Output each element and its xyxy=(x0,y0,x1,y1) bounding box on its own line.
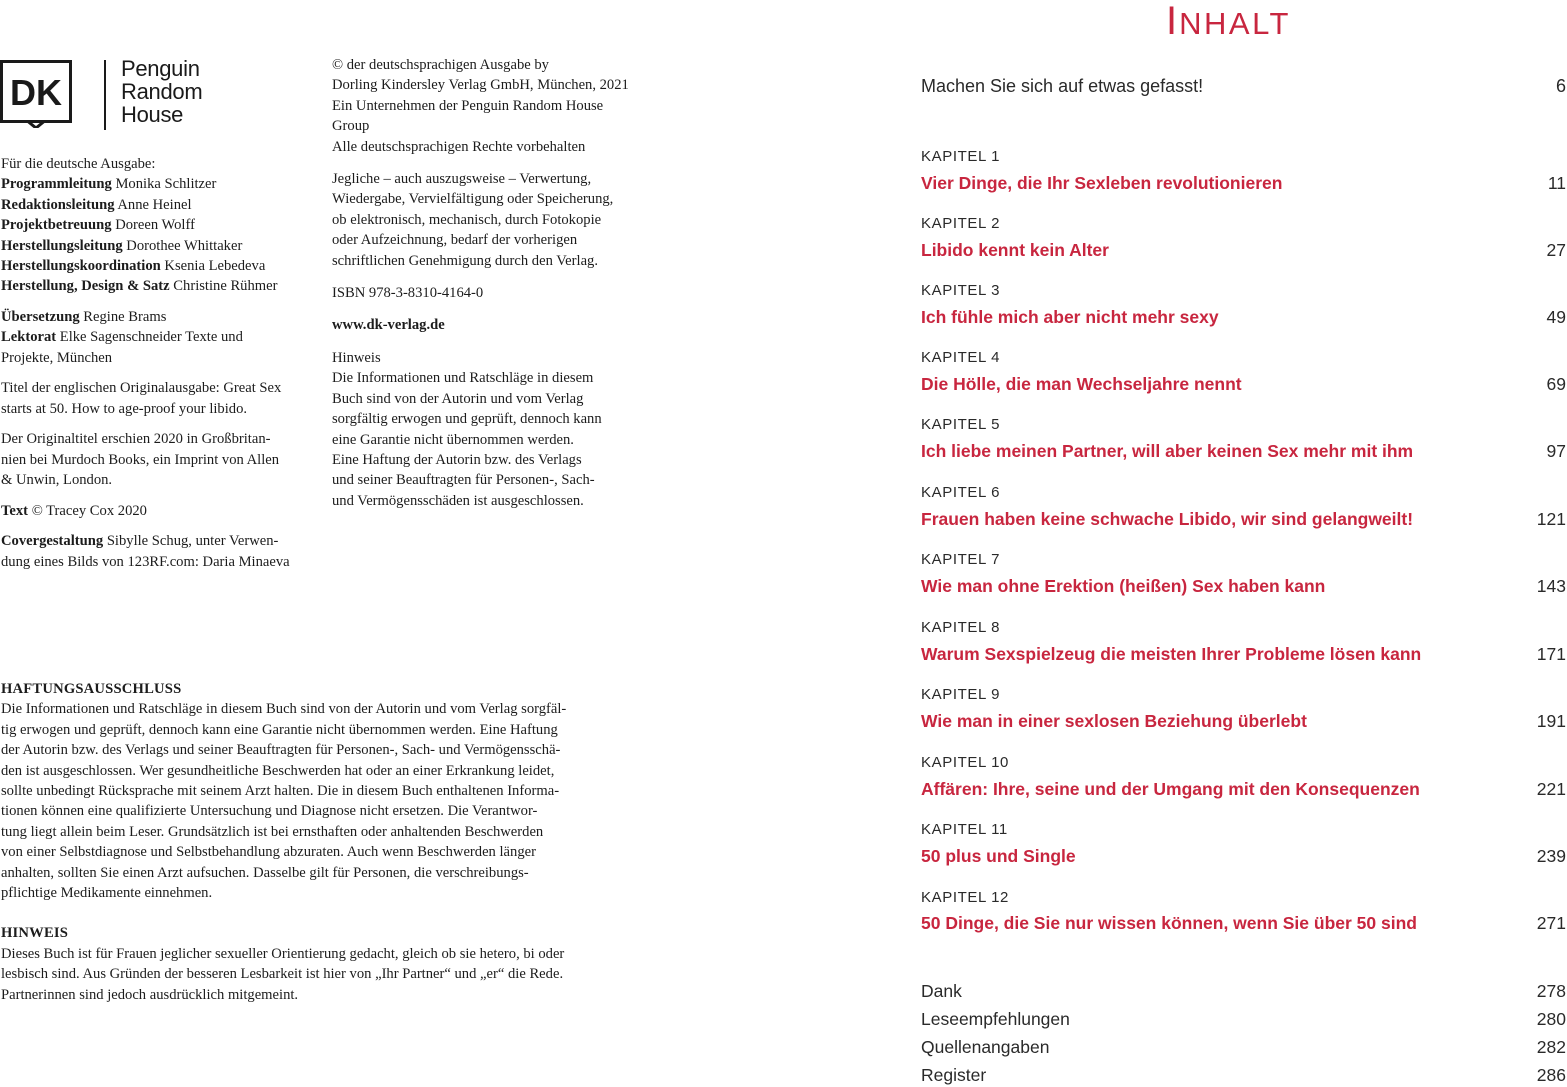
toc-chapter-title: Affären: Ihre, seine und der Umgang mit den Konsequenzen xyxy=(921,779,1420,799)
credit-line: Herstellung, Design & Satz Christine Rühmer xyxy=(1,278,278,295)
toc-chapter-label: KAPITEL 5 xyxy=(921,416,1001,433)
credit-line: Programmleitung Monika Schlitzer xyxy=(1,176,217,193)
original-title: Titel der englischen Originalausgabe: Great Sex starts at 50. How to age-proof your libido. xyxy=(1,380,282,417)
toc-entry-page: 97 xyxy=(1546,441,1566,461)
toc-entry-page: 221 xyxy=(1536,779,1566,799)
toc-entry-title: Machen Sie sich auf etwas gefasst! xyxy=(921,76,1204,96)
toc-chapter-label: KAPITEL 7 xyxy=(921,551,1001,568)
cover-credit: Covergestaltung Sibylle Schug, unter Verwen- dung eines Bilds von 123RF.com: Daria Minaeva xyxy=(1,533,290,570)
toc-entry-page: 11 xyxy=(1547,173,1566,193)
toc-chapter-title: Libido kennt kein Alter xyxy=(921,240,1109,260)
credit-line: Herstellungskoordination Ksenia Lebedeva xyxy=(1,258,266,275)
toc-entry-page: 278 xyxy=(1536,981,1566,1001)
note-block: Hinweis Die Informationen und Ratschläge in diesem Buch sind von der Autorin und vom Verlag sorgfältig erwogen und geprüft, dennoch kann eine Garantie nicht übernommen werden. Eine Haftung der Autorin bzw. des Verlags und seiner Beauftragten für Personen-, Sach- und Vermögensschäden ist ausgeschlossen. xyxy=(332,349,602,509)
toc-chapter-title: Wie man ohne Erektion (heißen) Sex haben kann xyxy=(921,576,1326,596)
toc-chapter-entry[interactable] xyxy=(921,779,1566,800)
credits-roles xyxy=(1,154,311,297)
hint-heading: HINWEIS xyxy=(1,925,69,942)
toc-entry-title: Dank xyxy=(921,981,962,1001)
toc-entry-page: 171 xyxy=(1536,644,1566,664)
toc-chapter-label: KAPITEL 6 xyxy=(921,484,1001,501)
website-link[interactable]: www.dk-verlag.de xyxy=(332,317,445,334)
toc-chapter-title: Ich liebe meinen Partner, will aber keinen Sex mehr mit ihm xyxy=(921,441,1414,461)
credit-line: Projektbetreuung Doreen Wolff xyxy=(1,217,195,234)
toc-entry-page: 282 xyxy=(1536,1037,1566,1057)
publisher-name xyxy=(121,57,202,126)
publisher-logo xyxy=(0,56,230,132)
note-heading: Hinweis xyxy=(332,349,381,366)
credits-column xyxy=(1,154,311,582)
credit-line: Redaktionsleitung Anne Heinel xyxy=(1,196,192,213)
logo-divider xyxy=(104,60,106,130)
toc-chapter-entry[interactable] xyxy=(921,913,1566,934)
dk-logo-text: DK xyxy=(10,72,62,113)
toc-entry-title: Leseempfehlungen xyxy=(921,1009,1070,1029)
credits-intro: Für die deutsche Ausgabe: xyxy=(1,156,156,172)
toc-chapter-label: KAPITEL 8 xyxy=(921,619,1001,636)
toc-entry-page: 121 xyxy=(1536,509,1566,529)
toc-chapter-label: KAPITEL 3 xyxy=(921,282,1001,299)
toc-entry-page: 143 xyxy=(1536,576,1566,596)
disclaimer-heading: HAFTUNGSAUSSCHLUSS xyxy=(1,681,182,697)
toc-entry-title: Quellenangaben xyxy=(921,1037,1050,1057)
toc-chapter-entry[interactable] xyxy=(921,846,1566,867)
toc-entry-title: Register xyxy=(921,1065,987,1085)
toc-back-entry[interactable] xyxy=(921,1009,1566,1030)
imprint-column xyxy=(332,55,642,523)
publisher-name-line: Random xyxy=(121,79,203,104)
toc-entry-page: 286 xyxy=(1536,1065,1566,1085)
toc-chapter-label: KAPITEL 4 xyxy=(921,349,1001,366)
toc-back-entry[interactable] xyxy=(921,1037,1566,1058)
credit-line: Herstellungsleitung Dorothee Whittaker xyxy=(1,237,243,254)
toc-entry-page: 239 xyxy=(1536,846,1566,866)
toc-chapter-label: KAPITEL 2 xyxy=(921,215,1001,232)
toc-chapter-title: Ich fühle mich aber nicht mehr sexy xyxy=(921,307,1219,327)
toc-chapter-title: Warum Sexspielzeug die meisten Ihrer Probleme lösen kann xyxy=(921,644,1422,664)
copyright-block: © der deutschsprachigen Ausgabe by Dorling Kindersley Verlag GmbH, München, 2021 Ein Unternehmen der Penguin Random House Group Alle deutschsprachigen Rechte vorbehalten xyxy=(332,57,629,155)
toc-chapter-label: KAPITEL 1 xyxy=(921,148,1001,165)
toc-chapter-label: KAPITEL 11 xyxy=(921,821,1008,838)
text-credit: Text © Tracey Cox 2020 xyxy=(1,502,147,519)
toc-entry-page: 191 xyxy=(1536,711,1566,731)
toc-chapter-entry[interactable] xyxy=(921,509,1566,530)
toc-title: INHALT xyxy=(1166,0,1291,43)
toc-chapter-entry[interactable] xyxy=(921,644,1566,665)
toc-chapter-title: Frauen haben keine schwache Libido, wir sind gelangweilt! xyxy=(921,509,1414,529)
toc-chapter-entry[interactable] xyxy=(921,240,1566,261)
publisher-name-line: House xyxy=(121,102,184,127)
toc-intro-entry[interactable] xyxy=(921,76,1566,97)
toc-entry-page: 69 xyxy=(1546,374,1566,394)
toc-entry-page: 280 xyxy=(1536,1009,1566,1029)
toc-entry-page: 6 xyxy=(1555,76,1566,96)
original-publication: Der Originaltitel erschien 2020 in Großbritan- nien bei Murdoch Books, ein Imprint von Allen & Unwin, London. xyxy=(1,431,280,489)
toc-chapter-title: 50 plus und Single xyxy=(921,846,1076,866)
toc-entry-page: 49 xyxy=(1546,307,1566,327)
dk-logo-icon xyxy=(0,60,72,128)
toc-chapter-entry[interactable] xyxy=(921,711,1566,732)
toc-chapter-entry[interactable] xyxy=(921,441,1566,462)
disclaimer-section: HAFTUNGSAUSSCHLUSS Die Informationen und Ratschläge in diesem Buch sind von der Autorin und vom Verlag sorgfäl- tig erwogen und geprüft, dennoch kann eine Garantie nicht übernommen werden. Eine Haftung der Autorin bzw. des Verlags und seiner Beauftragten für Personen-, Sach- und Vermögensschä- den ist ausgeschlossen. Wer gesundheitliche Beschwerden hat oder an einer Erkrankung leidet, sollte unbedingt Rücksprache mit seinem Arzt halten. Die in diesem Buch enthaltenen Informa- tionen können eine qualifizierte Untersuchung und Diagnose nicht ersetzen. Die Verantwor- tung liegt allein beim Leser. Grundsätzlich ist bei ernsthaften oder anhaltenden Beschwerden von einer Selbstdiagnose und Selbstbehandlung abzuraten. Auch wenn Beschwerden länger anhalten, sollten Sie einen Arzt aufsuchen. Dasselbe gilt für Personen, die verschreibungs- pflichtige Medikamente einnehmen. HINWEIS Dieses Buch ist für Frauen jeglicher sexueller Orientierung gedacht, gleich ob sie hetero, bi oder lesbisch sind. Aus Gründen der besseren Lesbarkeit ist hier von „Ihr Partner“ und „er“ die Rede. Partnerinnen sind jedoch ausdrücklich mitgemeint. xyxy=(1,679,621,1005)
toc-chapter-entry[interactable] xyxy=(921,173,1566,194)
publisher-name-line: Penguin xyxy=(121,56,200,81)
isbn: ISBN 978-3-8310-4164-0 xyxy=(332,285,484,302)
toc-chapter-entry[interactable] xyxy=(921,576,1566,597)
toc-chapter-label: KAPITEL 9 xyxy=(921,686,1001,703)
toc-chapter-title: 50 Dinge, die Sie nur wissen können, wenn Sie über 50 sind xyxy=(921,913,1417,933)
toc-chapter-entry[interactable] xyxy=(921,307,1566,328)
toc-chapter-title: Wie man in einer sexlosen Beziehung überlebt xyxy=(921,711,1307,731)
toc-chapter-entry[interactable] xyxy=(921,374,1566,395)
toc-entry-page: 271 xyxy=(1536,913,1566,933)
toc-back-entry[interactable] xyxy=(921,1065,1566,1086)
toc-back-entry[interactable] xyxy=(921,981,1566,1002)
toc-chapter-title: Vier Dinge, die Ihr Sexleben revolutionieren xyxy=(921,173,1283,193)
toc-entry-page: 27 xyxy=(1546,240,1566,260)
rights-block: Jegliche – auch auszugsweise – Verwertung, Wiedergabe, Vervielfältigung oder Speicherung, ob elektronisch, mechanisch, durch Fotokopie oder Aufzeichnung, bedarf der vorherigen schriftlichen Genehmigung durch den Verlag. xyxy=(332,171,614,269)
credits-translation: Übersetzung Regine Brams Lektorat Elke Sagenschneider Texte und Projekte, München xyxy=(1,309,243,366)
toc-chapter-label: KAPITEL 10 xyxy=(921,754,1009,771)
toc-chapter-title: Die Hölle, die man Wechseljahre nennt xyxy=(921,374,1242,394)
toc-chapter-label: KAPITEL 12 xyxy=(921,889,1009,906)
